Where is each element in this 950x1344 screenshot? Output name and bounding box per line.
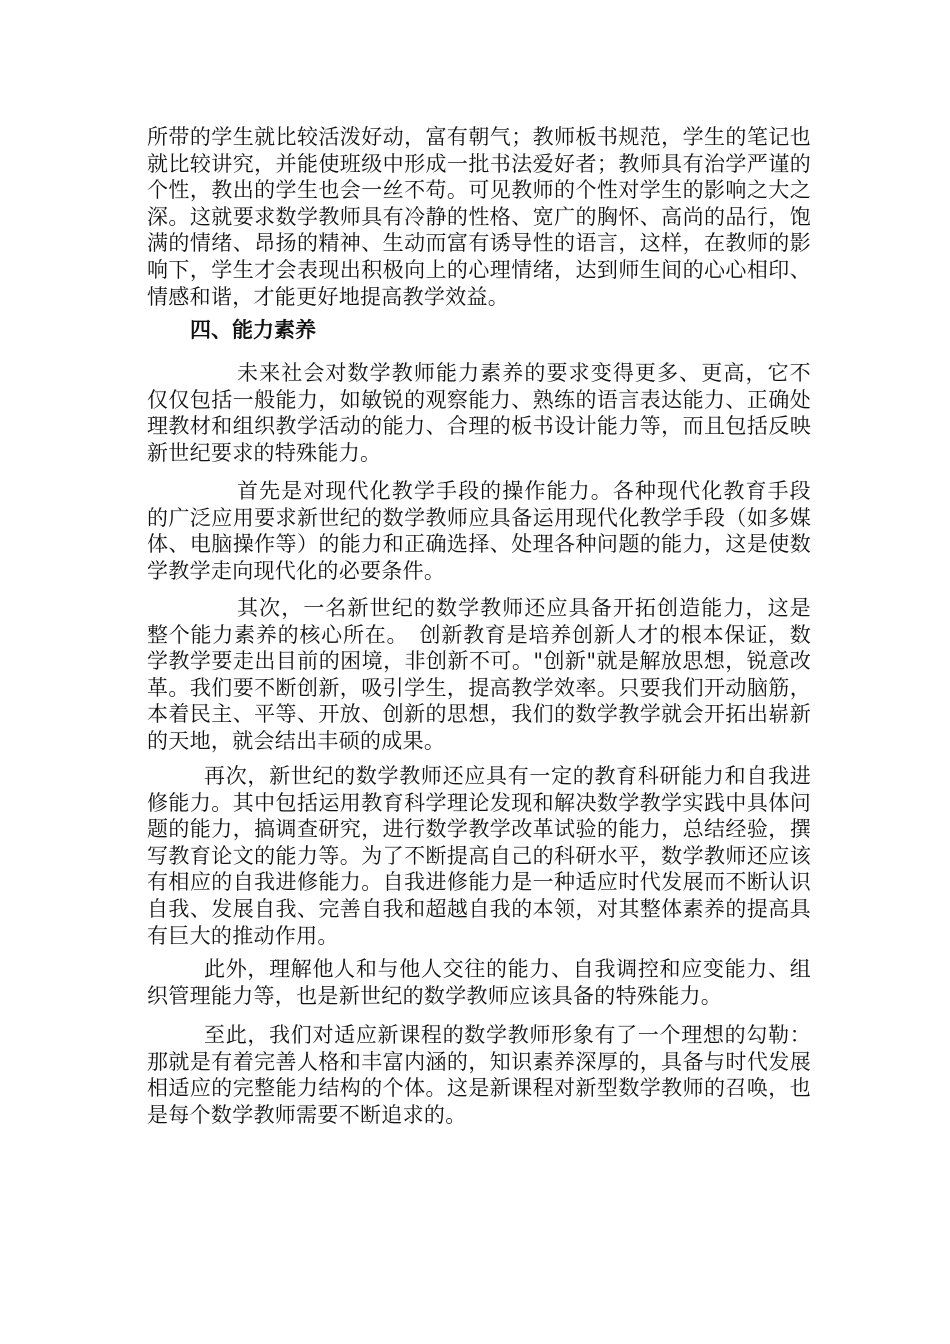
paragraph-innovation-ability: 其次，一名新世纪的数学教师还应具备开拓创造能力，这是整个能力素养的核心所在。 创新教育是培养创新人才的根本保证，数学教学要走出目前的困境，非创新不可。"创新"就是解放思想，锐意改革。我们要不断创新，吸引学生，提高教学效率。只要我们开动脑筋，本着民主、平等、开放、创新的思想，我们的数学教学就会开拓出崭新的天地，就会结出丰硕的成果。: [147, 596, 811, 753]
paragraph-conclusion: 至此，我们对适应新课程的数学教师形象有了一个理想的勾勒：那就是有着完善人格和丰富内涵的，知识素养深厚的，具备与时代发展相适应的完整能力结构的个体。这是新课程对新型数学教师的召唤，也是每个数学教师需要不断追求的。: [147, 1023, 811, 1127]
paragraph-modern-teaching-means: 首先是对现代化教学手段的操作能力。各种现代化教育手段的广泛应用要求新世纪的数学教师应具备运用现代化教学手段（如多媒体、电脑操作等）的能力和正确选择、处理各种问题的能力，这是使数学教学走向现代化的必要条件。: [147, 479, 811, 583]
paragraph-ability-requirements: 未来社会对数学教师能力素养的要求变得更多、更高，它不仅仅包括一般能力，如敏锐的观察能力、熟练的语言表达能力、正确处理教材和组织教学活动的能力、合理的板书设计能力等，而且包括反映新世纪要求的特殊能力。: [147, 361, 811, 465]
paragraph-communication-ability: 此外，理解他人和与他人交往的能力、自我调控和应变能力、组织管理能力等，也是新世纪的数学教师应该具备的特殊能力。: [147, 957, 811, 1008]
paragraph-continuation: 所带的学生就比较活泼好动，富有朝气；教师板书规范，学生的笔记也就比较讲究，并能使班级中形成一批书法爱好者；教师具有治学严谨的个性，教出的学生也会一丝不苟。可见教师的个性对学生的影响之大之深。这就要求数学教师具有冷静的性格、宽广的胸怀、高尚的品行，饱满的情绪、昂扬的精神、生动而富有诱导性的语言，这样，在教师的影响下，学生才会表现出积极向上的心理情绪，达到师生间的心心相印、情感和谐，才能更好地提高教学效益。: [147, 125, 811, 309]
paragraph-research-ability: 再次，新世纪的数学教师还应具有一定的教育科研能力和自我进修能力。其中包括运用教育科学理论发现和解决数学教学实践中具体问题的能力，搞调查研究，进行数学教学改革试验的能力，总结经验，撰写教育论文的能力等。为了不断提高自己的科研水平，数学教师还应该有相应的自我进修能力。自我进修能力是一种适应时代发展而不断认识自我、发展自我、完善自我和超越自我的本领，对其整体素养的提高具有巨大的推动作用。: [147, 764, 811, 948]
section-heading: 四、能力素养: [190, 317, 316, 342]
